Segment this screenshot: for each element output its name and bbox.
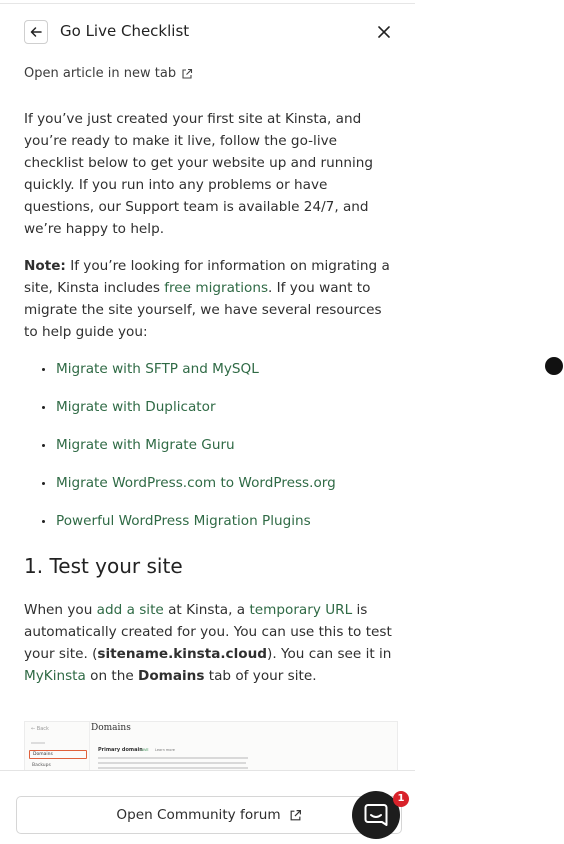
s1-text-5: on the — [85, 668, 139, 684]
panel-header — [24, 20, 394, 44]
migrate-guru-link[interactable]: Migrate with Migrate Guru — [56, 437, 235, 453]
page-title: Go Live Checklist — [60, 22, 190, 40]
list-item — [24, 358, 396, 396]
section-heading: 1. Test your site — [24, 554, 183, 578]
close-button[interactable] — [374, 22, 394, 42]
s1-text-6: tab of your site. — [204, 668, 317, 684]
chat-bubble-icon — [363, 802, 389, 828]
screenshot-line — [98, 767, 248, 769]
intro-paragraph: If you’ve just created your first site at Kinsta, and you’re ready to make it live, follow the go-live checklist below to get your website up and running quickly. If you run into any problems or have questions, our Support team is available 24/7, and we’re happy to help. — [24, 111, 374, 237]
mykinsta-link[interactable]: MyKinsta — [24, 668, 86, 684]
migrate-duplicator-link[interactable]: Migrate with Duplicator — [56, 399, 216, 415]
migration-plugins-link[interactable]: Powerful WordPress Migration Plugins — [56, 513, 311, 529]
note-text-1: If you’re looking for information on migrating a site, Kinsta includes — [24, 258, 390, 296]
list-item — [24, 510, 396, 548]
screenshot-heading: Domains — [91, 723, 131, 733]
article-body — [24, 108, 396, 702]
open-article-new-tab-link[interactable] — [24, 66, 193, 81]
screenshot-primary-label: Primary domain — [98, 747, 143, 753]
arrow-left-icon — [29, 25, 43, 39]
screenshot-learn: Learn more — [155, 748, 175, 752]
forum-button-label: Open Community forum — [116, 807, 281, 823]
screenshot-badge: LIVE — [141, 748, 149, 752]
domains-tab-label: Domains — [138, 668, 205, 684]
temporary-url-link[interactable]: temporary URL — [249, 602, 353, 618]
add-site-link[interactable]: add a site — [96, 602, 164, 618]
migration-links-list — [24, 358, 396, 548]
list-item — [24, 434, 396, 472]
s1-text-2: at Kinsta, a — [163, 602, 250, 618]
external-link-icon — [181, 68, 193, 80]
open-article-label: Open article in new tab — [24, 66, 177, 81]
screenshot-line — [31, 742, 45, 744]
free-migrations-link[interactable]: free migrations — [164, 280, 269, 296]
test-site-paragraph — [24, 599, 396, 687]
s1-text-4: ). You can see it in — [267, 646, 392, 662]
domain-example: sitename.kinsta.cloud — [97, 646, 268, 662]
external-link-icon — [289, 809, 302, 822]
cursor-dot — [545, 357, 563, 375]
screenshot-item: Backups — [32, 763, 51, 768]
screenshot-line — [98, 762, 246, 764]
s1-text-1: When you — [24, 602, 97, 618]
note-paragraph — [24, 255, 396, 343]
screenshot-back-label: ← Back — [31, 726, 49, 732]
migrate-wpcom-link[interactable]: Migrate WordPress.com to WordPress.org — [56, 475, 336, 491]
note-text-2: . If you want to migrate the site yourself, we have several resources to help guide you: — [24, 280, 382, 340]
screenshot-active-item: Domains — [29, 750, 87, 759]
migrate-sftp-link[interactable]: Migrate with SFTP and MySQL — [56, 361, 259, 377]
notification-badge: 1 — [393, 791, 409, 807]
screenshot-line — [98, 757, 248, 759]
s1-text-3: is automatically created for you. You can use this to test your site. ( — [24, 602, 392, 662]
close-icon — [377, 25, 391, 39]
list-item — [24, 396, 396, 434]
note-label: Note: — [24, 258, 66, 274]
list-item — [24, 472, 396, 510]
back-button[interactable] — [24, 20, 48, 44]
open-community-forum-button[interactable] — [16, 796, 402, 834]
